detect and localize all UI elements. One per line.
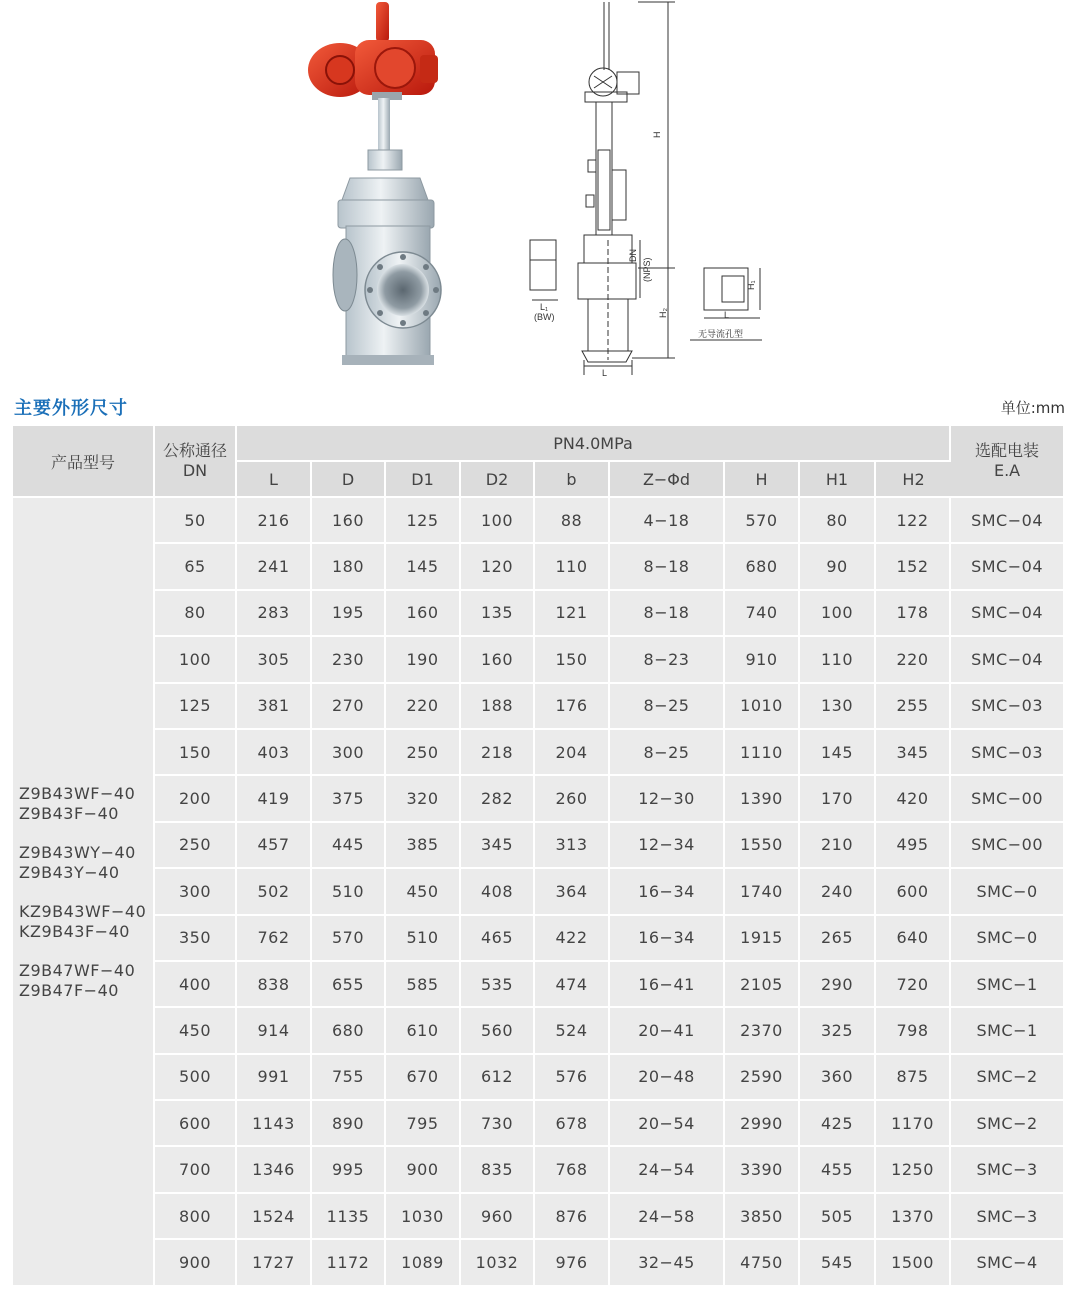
table-cell: 160 — [461, 637, 535, 683]
table-cell: 640 — [876, 916, 951, 962]
table-cell: 216 — [237, 498, 312, 544]
table-cell: 670 — [386, 1055, 461, 1101]
table-cell: 218 — [461, 730, 535, 776]
model-group — [19, 784, 153, 823]
table-row — [13, 1147, 1063, 1193]
table-cell: 100 — [461, 498, 535, 544]
table-cell: 195 — [312, 591, 386, 637]
table-cell: 835 — [461, 1147, 535, 1193]
table-cell: 178 — [876, 591, 951, 637]
table-cell: 20−48 — [610, 1055, 725, 1101]
table-cell: 300 — [312, 730, 386, 776]
table-cell: 535 — [461, 962, 535, 1008]
header-ea-line1: 选配电装 — [975, 441, 1040, 460]
table-cell: 678 — [535, 1101, 610, 1147]
table-cell: 12−30 — [610, 776, 725, 822]
table-cell: 160 — [386, 591, 461, 637]
table-cell: 188 — [461, 684, 535, 730]
table-cell: 524 — [535, 1008, 610, 1054]
table-cell: 121 — [535, 591, 610, 637]
table-cell: 375 — [312, 776, 386, 822]
dim-l-label: L — [602, 368, 608, 378]
table-cell: SMC−0 — [951, 916, 1063, 962]
table-cell: 100 — [155, 637, 237, 683]
model-name: Z9B43WY−40 — [19, 843, 136, 862]
table-cell: 570 — [725, 498, 800, 544]
section-title: 主要外形尺寸 — [14, 398, 128, 419]
header-dn — [155, 426, 237, 498]
table-cell: 900 — [155, 1240, 237, 1286]
header-col: L — [237, 462, 312, 498]
table-cell: 1550 — [725, 823, 800, 869]
table-cell: 576 — [535, 1055, 610, 1101]
table-cell: 176 — [535, 684, 610, 730]
header-col: H — [725, 462, 800, 498]
table-cell: 2370 — [725, 1008, 800, 1054]
table-cell: 250 — [386, 730, 461, 776]
table-cell: 510 — [312, 869, 386, 915]
table-cell: 122 — [876, 498, 951, 544]
table-cell: 80 — [800, 498, 876, 544]
table-cell: 282 — [461, 776, 535, 822]
table-cell: 465 — [461, 916, 535, 962]
table-cell: 120 — [461, 544, 535, 590]
table-cell: 1370 — [876, 1194, 951, 1240]
header-ea — [951, 426, 1063, 498]
table-cell: 422 — [535, 916, 610, 962]
dim-nps-label: (NPS) — [642, 257, 652, 282]
table-cell: 88 — [535, 498, 610, 544]
table-row — [13, 1194, 1063, 1240]
product-figure — [0, 0, 1065, 385]
model-group — [19, 843, 153, 882]
no-guide-hole-label: 无导流孔型 — [698, 329, 744, 339]
table-cell: 570 — [312, 916, 386, 962]
header-col: H2 — [876, 462, 951, 498]
model-group — [19, 961, 153, 1000]
table-cell: 900 — [386, 1147, 461, 1193]
table-row — [13, 962, 1063, 1008]
table-cell: 798 — [876, 1008, 951, 1054]
header-col: D1 — [386, 462, 461, 498]
table-cell: SMC−3 — [951, 1147, 1063, 1193]
table-cell: 350 — [155, 916, 237, 962]
table-cell: 1032 — [461, 1240, 535, 1286]
table-cell: 210 — [800, 823, 876, 869]
table-cell: 130 — [800, 684, 876, 730]
table-cell: 265 — [800, 916, 876, 962]
table-cell: 200 — [155, 776, 237, 822]
header-col: H1 — [800, 462, 876, 498]
model-name: Z9B43WF−40 — [19, 784, 136, 803]
header-col: Z−Φd — [610, 462, 725, 498]
table-cell: 1010 — [725, 684, 800, 730]
header-pressure: PN4.0MPa — [237, 426, 951, 462]
table-cell: 345 — [461, 823, 535, 869]
table-cell: 100 — [800, 591, 876, 637]
dim-dn-label: DN — [628, 249, 638, 262]
table-cell: 795 — [386, 1101, 461, 1147]
table-cell: 8−25 — [610, 730, 725, 776]
table-cell: 364 — [535, 869, 610, 915]
model-name: KZ9B43WF−40 — [19, 902, 147, 921]
table-cell: 600 — [876, 869, 951, 915]
model-name: Z9B43Y−40 — [19, 862, 120, 882]
table-cell: 50 — [155, 498, 237, 544]
table-cell: 610 — [386, 1008, 461, 1054]
table-cell: 1727 — [237, 1240, 312, 1286]
table-cell: 960 — [461, 1194, 535, 1240]
table-cell: SMC−00 — [951, 823, 1063, 869]
table-cell: 3390 — [725, 1147, 800, 1193]
table-cell: SMC−03 — [951, 730, 1063, 776]
table-cell: 150 — [535, 637, 610, 683]
table-cell: 255 — [876, 684, 951, 730]
model-name: KZ9B43F−40 — [19, 921, 130, 941]
dim-h2-label: H₂ — [658, 308, 668, 318]
table-cell: 425 — [800, 1101, 876, 1147]
table-cell: 270 — [312, 684, 386, 730]
table-cell: 313 — [535, 823, 610, 869]
table-cell: SMC−2 — [951, 1101, 1063, 1147]
table-cell: 510 — [386, 916, 461, 962]
table-cell: 145 — [800, 730, 876, 776]
table-cell: 1500 — [876, 1240, 951, 1286]
table-cell: 755 — [312, 1055, 386, 1101]
table-cell: 125 — [155, 684, 237, 730]
table-cell: 220 — [876, 637, 951, 683]
table-row — [13, 823, 1063, 869]
table-cell: 500 — [155, 1055, 237, 1101]
table-cell: 12−34 — [610, 823, 725, 869]
table-cell: 4750 — [725, 1240, 800, 1286]
table-cell: 419 — [237, 776, 312, 822]
table-cell: 1110 — [725, 730, 800, 776]
dim-l-right-label: L — [724, 310, 730, 320]
table-cell: 24−54 — [610, 1147, 725, 1193]
table-cell: 65 — [155, 544, 237, 590]
table-cell: SMC−1 — [951, 1008, 1063, 1054]
model-name: Z9B47WF−40 — [19, 961, 136, 980]
table-cell: 170 — [800, 776, 876, 822]
table-cell: 320 — [386, 776, 461, 822]
table-cell: 720 — [876, 962, 951, 1008]
table-cell: 1740 — [725, 869, 800, 915]
table-cell: 730 — [461, 1101, 535, 1147]
table-cell: 1915 — [725, 916, 800, 962]
table-cell: 135 — [461, 591, 535, 637]
table-cell: 240 — [800, 869, 876, 915]
table-row — [13, 776, 1063, 822]
table-cell: 612 — [461, 1055, 535, 1101]
table-cell: SMC−3 — [951, 1194, 1063, 1240]
table-row — [13, 544, 1063, 590]
table-cell: 910 — [725, 637, 800, 683]
table-cell: 150 — [155, 730, 237, 776]
table-cell: 545 — [800, 1240, 876, 1286]
table-cell: 600 — [155, 1101, 237, 1147]
unit-label: 单位:mm — [1000, 399, 1065, 417]
table-cell: 110 — [535, 544, 610, 590]
table-cell: 876 — [535, 1194, 610, 1240]
header-model: 产品型号 — [13, 426, 155, 498]
table-cell: 8−23 — [610, 637, 725, 683]
table-cell: 204 — [535, 730, 610, 776]
table-cell: 740 — [725, 591, 800, 637]
table-cell: 1346 — [237, 1147, 312, 1193]
table-cell: 152 — [876, 544, 951, 590]
table-cell: SMC−04 — [951, 498, 1063, 544]
header-col: D2 — [461, 462, 535, 498]
table-cell: 90 — [800, 544, 876, 590]
table-row — [13, 730, 1063, 776]
header-col: b — [535, 462, 610, 498]
table-row — [13, 637, 1063, 683]
table-cell: 241 — [237, 544, 312, 590]
table-row — [13, 1008, 1063, 1054]
table-cell: 260 — [535, 776, 610, 822]
table-cell: 1524 — [237, 1194, 312, 1240]
table-cell: 16−34 — [610, 869, 725, 915]
table-cell: 180 — [312, 544, 386, 590]
table-cell: 838 — [237, 962, 312, 1008]
table-row — [13, 1055, 1063, 1101]
table-cell: 2105 — [725, 962, 800, 1008]
table-cell: 408 — [461, 869, 535, 915]
table-cell: 420 — [876, 776, 951, 822]
table-cell: SMC−4 — [951, 1240, 1063, 1286]
table-cell: 1143 — [237, 1101, 312, 1147]
table-cell: 450 — [155, 1008, 237, 1054]
dimensions-table — [13, 426, 1063, 1287]
dim-h-label: H — [652, 131, 662, 138]
table-cell: 680 — [725, 544, 800, 590]
table-cell: 32−45 — [610, 1240, 725, 1286]
table-cell: 995 — [312, 1147, 386, 1193]
table-cell: 283 — [237, 591, 312, 637]
header-dn-line1: 公称通径 — [162, 441, 227, 460]
table-cell: 145 — [386, 544, 461, 590]
table-cell: 20−41 — [610, 1008, 725, 1054]
table-cell: 110 — [800, 637, 876, 683]
table-cell: 474 — [535, 962, 610, 1008]
table-cell: SMC−04 — [951, 544, 1063, 590]
table-cell: 16−41 — [610, 962, 725, 1008]
table-cell: 300 — [155, 869, 237, 915]
table-cell: SMC−2 — [951, 1055, 1063, 1101]
table-cell: 4−18 — [610, 498, 725, 544]
table-cell: 1089 — [386, 1240, 461, 1286]
table-cell: 3850 — [725, 1194, 800, 1240]
table-cell: 2590 — [725, 1055, 800, 1101]
table-cell: 890 — [312, 1101, 386, 1147]
table-cell: SMC−04 — [951, 637, 1063, 683]
table-cell: 403 — [237, 730, 312, 776]
table-cell: 24−58 — [610, 1194, 725, 1240]
table-cell: 495 — [876, 823, 951, 869]
table-cell: 381 — [237, 684, 312, 730]
table-cell: 8−18 — [610, 591, 725, 637]
table-cell: 976 — [535, 1240, 610, 1286]
table-cell: 1170 — [876, 1101, 951, 1147]
valve-photo — [308, 2, 441, 365]
table-cell: 230 — [312, 637, 386, 683]
table-cell: 8−25 — [610, 684, 725, 730]
table-cell: SMC−0 — [951, 869, 1063, 915]
table-cell: 2990 — [725, 1101, 800, 1147]
dim-h1-label: H₁ — [746, 280, 756, 290]
model-name: Z9B47F−40 — [19, 980, 119, 1000]
table-cell: 345 — [876, 730, 951, 776]
table-cell: 505 — [800, 1194, 876, 1240]
table-row — [13, 916, 1063, 962]
table-cell: 80 — [155, 591, 237, 637]
table-cell: 8−18 — [610, 544, 725, 590]
model-group — [19, 902, 153, 941]
table-cell: SMC−03 — [951, 684, 1063, 730]
table-cell: 160 — [312, 498, 386, 544]
table-row — [13, 869, 1063, 915]
table-cell: 560 — [461, 1008, 535, 1054]
header-ea-line2: E.A — [993, 461, 1021, 480]
table-row — [13, 1101, 1063, 1147]
table-cell: 325 — [800, 1008, 876, 1054]
table-cell: 655 — [312, 962, 386, 1008]
model-cell — [13, 498, 155, 1287]
table-row — [13, 1240, 1063, 1286]
table-cell: 457 — [237, 823, 312, 869]
table-row — [13, 498, 1063, 544]
table-cell: 290 — [800, 962, 876, 1008]
table-cell: SMC−1 — [951, 962, 1063, 1008]
table-cell: 20−54 — [610, 1101, 725, 1147]
header-col: D — [312, 462, 386, 498]
table-cell: SMC−04 — [951, 591, 1063, 637]
table-cell: 875 — [876, 1055, 951, 1101]
table-cell: 700 — [155, 1147, 237, 1193]
table-cell: 16−34 — [610, 916, 725, 962]
table-row — [13, 684, 1063, 730]
table-cell: 680 — [312, 1008, 386, 1054]
table-cell: 1390 — [725, 776, 800, 822]
table-cell: 305 — [237, 637, 312, 683]
dim-l1-label: L₁ — [540, 302, 549, 312]
table-cell: 1030 — [386, 1194, 461, 1240]
table-cell: 220 — [386, 684, 461, 730]
table-cell: 450 — [386, 869, 461, 915]
table-cell: 250 — [155, 823, 237, 869]
table-cell: 1135 — [312, 1194, 386, 1240]
table-cell: 1250 — [876, 1147, 951, 1193]
table-cell: 585 — [386, 962, 461, 1008]
table-cell: 455 — [800, 1147, 876, 1193]
table-cell: 502 — [237, 869, 312, 915]
table-cell: 400 — [155, 962, 237, 1008]
table-cell: 385 — [386, 823, 461, 869]
table-cell: 762 — [237, 916, 312, 962]
table-cell: 914 — [237, 1008, 312, 1054]
dim-bw-label: (BW) — [534, 312, 555, 322]
table-cell: 1172 — [312, 1240, 386, 1286]
table-cell: 190 — [386, 637, 461, 683]
table-cell: 125 — [386, 498, 461, 544]
table-cell: 991 — [237, 1055, 312, 1101]
table-cell: 445 — [312, 823, 386, 869]
table-cell: 360 — [800, 1055, 876, 1101]
table-cell: SMC−00 — [951, 776, 1063, 822]
table-cell: 768 — [535, 1147, 610, 1193]
table-row — [13, 591, 1063, 637]
header-dn-line2: DN — [182, 461, 208, 480]
table-cell: 800 — [155, 1194, 237, 1240]
model-name: Z9B43F−40 — [19, 803, 119, 823]
